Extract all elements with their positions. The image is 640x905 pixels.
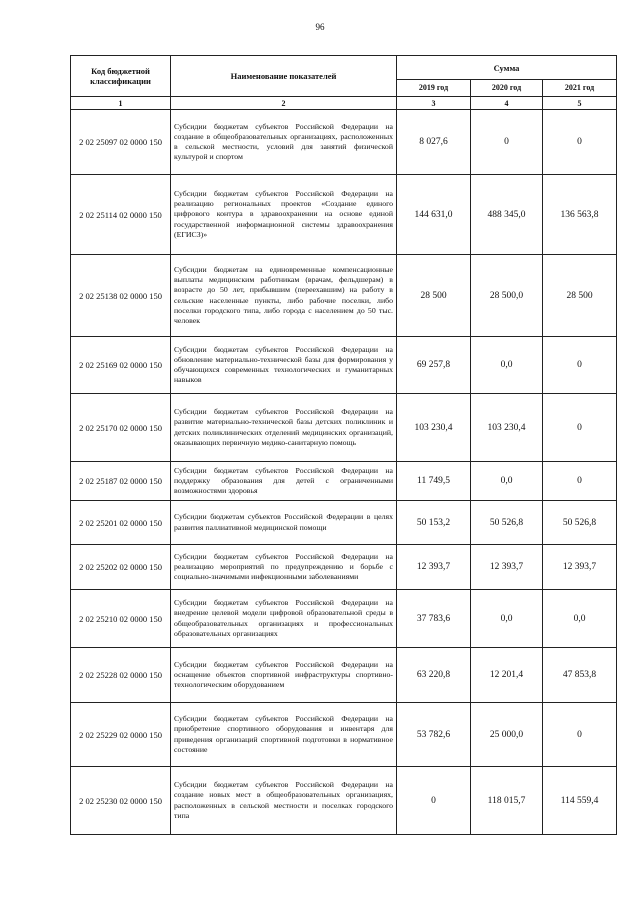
value-2020-cell: 50 526,8 xyxy=(471,501,543,545)
value-2021-cell: 47 853,8 xyxy=(543,648,617,703)
code-cell: 2 02 25138 02 0000 150 xyxy=(71,255,171,337)
name-cell: Субсидии бюджетам субъектов Российской Федерации на создание новых мест в общеобразовательных организациях, расположенных в сельской местности и поселках городского типа xyxy=(171,767,397,835)
header-year-2019: 2019 год xyxy=(397,80,471,97)
value-2020-cell: 118 015,7 xyxy=(471,767,543,835)
code-cell: 2 02 25230 02 0000 150 xyxy=(71,767,171,835)
col-index: 1 xyxy=(71,97,171,110)
header-sum: Сумма xyxy=(397,56,617,80)
name-cell: Субсидии бюджетам субъектов Российской Федерации на создание в общеобразовательных организациях, расположенных в сельской местности, условий для занятий физической культурой и спортом xyxy=(171,110,397,175)
value-2019-cell: 63 220,8 xyxy=(397,648,471,703)
header-name: Наименование показателей xyxy=(171,56,397,97)
name-cell: Субсидии бюджетам субъектов Российской Федерации на приобретение спортивного оборудования и инвентаря для приведения организаций спортивной подготовки в нормативное состояние xyxy=(171,703,397,767)
value-2021-cell: 12 393,7 xyxy=(543,545,617,590)
value-2019-cell: 0 xyxy=(397,767,471,835)
table-row xyxy=(71,110,617,175)
name-cell: Субсидии бюджетам субъектов Российской Федерации на реализацию региональных проектов «Создание единого цифрового контура в здравоохранении на основе единой государственной информационной системы здравоохранения (ЕГИСЗ)» xyxy=(171,175,397,255)
page-number: 96 xyxy=(315,22,325,32)
name-cell: Субсидии бюджетам субъектов Российской Федерации на оснащение объектов спортивной инфраструктуры спортивно-технологическим оборудованием xyxy=(171,648,397,703)
value-2020-cell: 25 000,0 xyxy=(471,703,543,767)
code-cell: 2 02 25210 02 0000 150 xyxy=(71,590,171,648)
col-index: 3 xyxy=(397,97,471,110)
table-row xyxy=(71,767,617,835)
table-row xyxy=(71,501,617,545)
value-2021-cell: 0 xyxy=(543,462,617,501)
value-2021-cell: 0 xyxy=(543,703,617,767)
name-cell: Субсидии бюджетам субъектов Российской Федерации на реализацию мероприятий по предупреждению и борьбе с социально-значимыми инфекционными заболеваниями xyxy=(171,545,397,590)
code-cell: 2 02 25114 02 0000 150 xyxy=(71,175,171,255)
value-2019-cell: 11 749,5 xyxy=(397,462,471,501)
table-row xyxy=(71,337,617,394)
value-2021-cell: 114 559,4 xyxy=(543,767,617,835)
col-index: 2 xyxy=(171,97,397,110)
table-row xyxy=(71,255,617,337)
table-row xyxy=(71,590,617,648)
value-2019-cell: 37 783,6 xyxy=(397,590,471,648)
value-2021-cell: 0 xyxy=(543,337,617,394)
value-2020-cell: 0,0 xyxy=(471,337,543,394)
column-index-row xyxy=(71,97,617,110)
value-2020-cell: 0,0 xyxy=(471,590,543,648)
code-cell: 2 02 25201 02 0000 150 xyxy=(71,501,171,545)
header-year-2020: 2020 год xyxy=(471,80,543,97)
col-index: 4 xyxy=(471,97,543,110)
name-cell: Субсидии бюджетам субъектов Российской Федерации в целях развития паллиативной медицинской помощи xyxy=(171,501,397,545)
value-2021-cell: 50 526,8 xyxy=(543,501,617,545)
value-2019-cell: 144 631,0 xyxy=(397,175,471,255)
value-2019-cell: 53 782,6 xyxy=(397,703,471,767)
name-cell: Субсидии бюджетам на единовременные компенсационные выплаты медицинским работникам (врачам, фельдшерам) в возрасте до 50 лет, прибывшим (переехавшим) на работу в сельские населенные пункты, либо рабочие поселки, либо поселки городского типа, либо города с населением до 50 тыс. человек xyxy=(171,255,397,337)
code-cell: 2 02 25170 02 0000 150 xyxy=(71,394,171,462)
table-row xyxy=(71,703,617,767)
table-row xyxy=(71,462,617,501)
code-cell: 2 02 25097 02 0000 150 xyxy=(71,110,171,175)
table-row xyxy=(71,648,617,703)
value-2019-cell: 69 257,8 xyxy=(397,337,471,394)
value-2021-cell: 0,0 xyxy=(543,590,617,648)
value-2019-cell: 8 027,6 xyxy=(397,110,471,175)
name-cell: Субсидии бюджетам субъектов Российской Федерации на развитие материально-технической базы детских поликлиник и детских поликлинических отделений медицинских организаций, оказывающих первичную медико-санитарную помощь xyxy=(171,394,397,462)
value-2019-cell: 12 393,7 xyxy=(397,545,471,590)
value-2020-cell: 103 230,4 xyxy=(471,394,543,462)
name-cell: Субсидии бюджетам субъектов Российской Федерации на внедрение целевой модели цифровой образовательной среды в общеобразовательных организациях и профессиональных образовательных организациях xyxy=(171,590,397,648)
code-cell: 2 02 25202 02 0000 150 xyxy=(71,545,171,590)
name-cell: Субсидии бюджетам субъектов Российской Федерации на поддержку образования для детей с ограниченными возможностями здоровья xyxy=(171,462,397,501)
value-2020-cell: 28 500,0 xyxy=(471,255,543,337)
table-row xyxy=(71,545,617,590)
value-2021-cell: 28 500 xyxy=(543,255,617,337)
table-row xyxy=(71,175,617,255)
table-row xyxy=(71,394,617,462)
value-2019-cell: 28 500 xyxy=(397,255,471,337)
header-year-2021: 2021 год xyxy=(543,80,617,97)
value-2021-cell: 0 xyxy=(543,394,617,462)
name-cell: Субсидии бюджетам субъектов Российской Федерации на обновление материально-технической базы для формирования у обучающихся современных технологических и гуманитарных навыков xyxy=(171,337,397,394)
code-cell: 2 02 25228 02 0000 150 xyxy=(71,648,171,703)
code-cell: 2 02 25229 02 0000 150 xyxy=(71,703,171,767)
budget-table xyxy=(70,55,617,835)
value-2019-cell: 103 230,4 xyxy=(397,394,471,462)
code-cell: 2 02 25169 02 0000 150 xyxy=(71,337,171,394)
value-2020-cell: 0 xyxy=(471,110,543,175)
value-2020-cell: 488 345,0 xyxy=(471,175,543,255)
value-2020-cell: 0,0 xyxy=(471,462,543,501)
value-2020-cell: 12 393,7 xyxy=(471,545,543,590)
value-2019-cell: 50 153,2 xyxy=(397,501,471,545)
value-2020-cell: 12 201,4 xyxy=(471,648,543,703)
value-2021-cell: 0 xyxy=(543,110,617,175)
col-index: 5 xyxy=(543,97,617,110)
value-2021-cell: 136 563,8 xyxy=(543,175,617,255)
code-cell: 2 02 25187 02 0000 150 xyxy=(71,462,171,501)
header-code: Код бюджетной классификации xyxy=(71,56,171,97)
